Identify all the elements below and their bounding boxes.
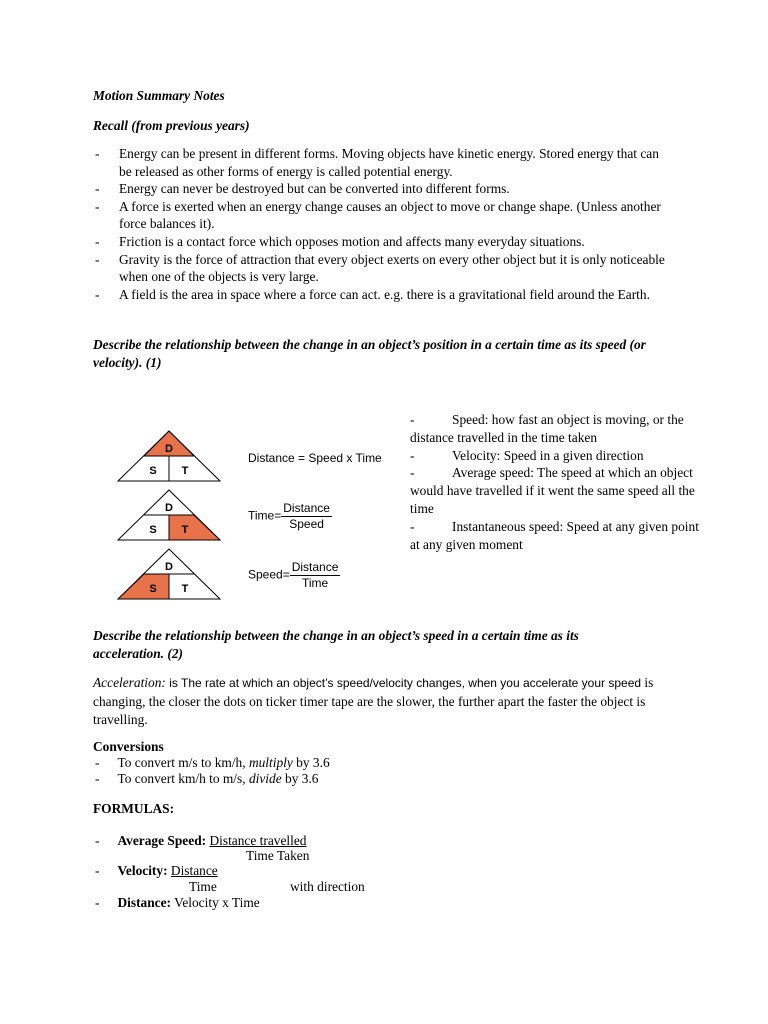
question-1: Describe the relationship between the change in an object’s position in a certain time as its speed (or velocity). (1) — [93, 337, 646, 370]
svg-text:D: D — [165, 443, 173, 455]
formula-velocity: - Velocity: Distance — [95, 863, 218, 878]
velocity-denominator: Time — [189, 879, 217, 894]
formula-average-speed: - Average Speed: Distance travelled — [95, 833, 307, 848]
definitions — [410, 411, 700, 553]
svg-text:D: D — [165, 502, 173, 514]
formulas-heading: FORMULAS: — [93, 801, 175, 816]
svg-text:T: T — [181, 524, 189, 536]
average-speed-denominator: Time Taken — [246, 848, 310, 863]
dst-triangle-distance — [117, 430, 221, 482]
formula-distance: Distance = Speed x Time — [248, 451, 382, 465]
list-item: - Energy can never be destroyed but can be converted into different forms. — [95, 181, 510, 197]
dst-triangle-time — [117, 489, 221, 541]
recall-list — [95, 145, 665, 303]
formula-distance-velocity: - Distance: Velocity x Time — [95, 895, 260, 910]
velocity-note: with direction — [290, 879, 365, 894]
svg-text:S: S — [149, 465, 157, 477]
list-item: - A force is exerted when an energy change causes an object to move or change shape. (Unless another force balances it). — [95, 198, 661, 232]
svg-text:T: T — [181, 465, 189, 477]
svg-text:S: S — [149, 524, 157, 536]
list-item: - To convert km/h to m/s, divide by 3.6 — [95, 771, 319, 786]
svg-text:S: S — [149, 583, 157, 595]
svg-text:T: T — [181, 583, 189, 595]
list-item: - To convert m/s to km/h, multiply by 3.6 — [95, 755, 330, 770]
dst-triangle-speed — [117, 548, 221, 600]
list-item: - Gravity is the force of attraction that every object exerts on every other object but it is only noticeable when one of the objects is very large. — [95, 251, 665, 285]
list-item: - Energy can be present in different forms. Moving objects have kinetic energy. Stored energy that can be released as other forms of energy is called potential energy. — [95, 146, 659, 179]
formula-speed: Speed= $\frac{\text{Distance}}{\text{Time}}$ — [248, 560, 339, 590]
page-title: Motion Summary Notes — [93, 88, 225, 103]
list-item: - Friction is a contact force which opposes motion and affects many everyday situations. — [95, 233, 585, 249]
formula-time: Time= $\frac{\text{Distance}}{\text{Speed}}$ — [248, 501, 330, 531]
recall-heading: Recall (from previous years) — [93, 118, 250, 133]
question-2: Describe the relationship between the change in an object’s speed in a certain time as its acceleration. (2) — [93, 628, 579, 661]
acceleration-definition: Acceleration: is The rate at which an object’s speed/velocity changes, when you accelerate your speed is changing, the closer the dots on ticker timer tape are the slower, the further apart the faster the object is travelling. — [93, 675, 654, 727]
definition-average-speed: - Average speed: The speed at which an object would have travelled if it went the same speed all the time — [410, 465, 695, 516]
svg-text:D: D — [165, 561, 173, 573]
definition-velocity: - Velocity: Speed in a given direction — [410, 447, 644, 463]
definition-instantaneous-speed: - Instantaneous speed: Speed at any given point at any given moment — [410, 518, 699, 552]
definition-speed: - Speed: how fast an object is moving, or the distance travelled in the time taken — [410, 412, 684, 445]
conversions-heading: Conversions — [93, 739, 164, 754]
acceleration-term: Acceleration: — [93, 675, 166, 690]
list-item: - A field is the area in space where a force can act. e.g. there is a gravitational field around the Earth. — [95, 286, 650, 302]
